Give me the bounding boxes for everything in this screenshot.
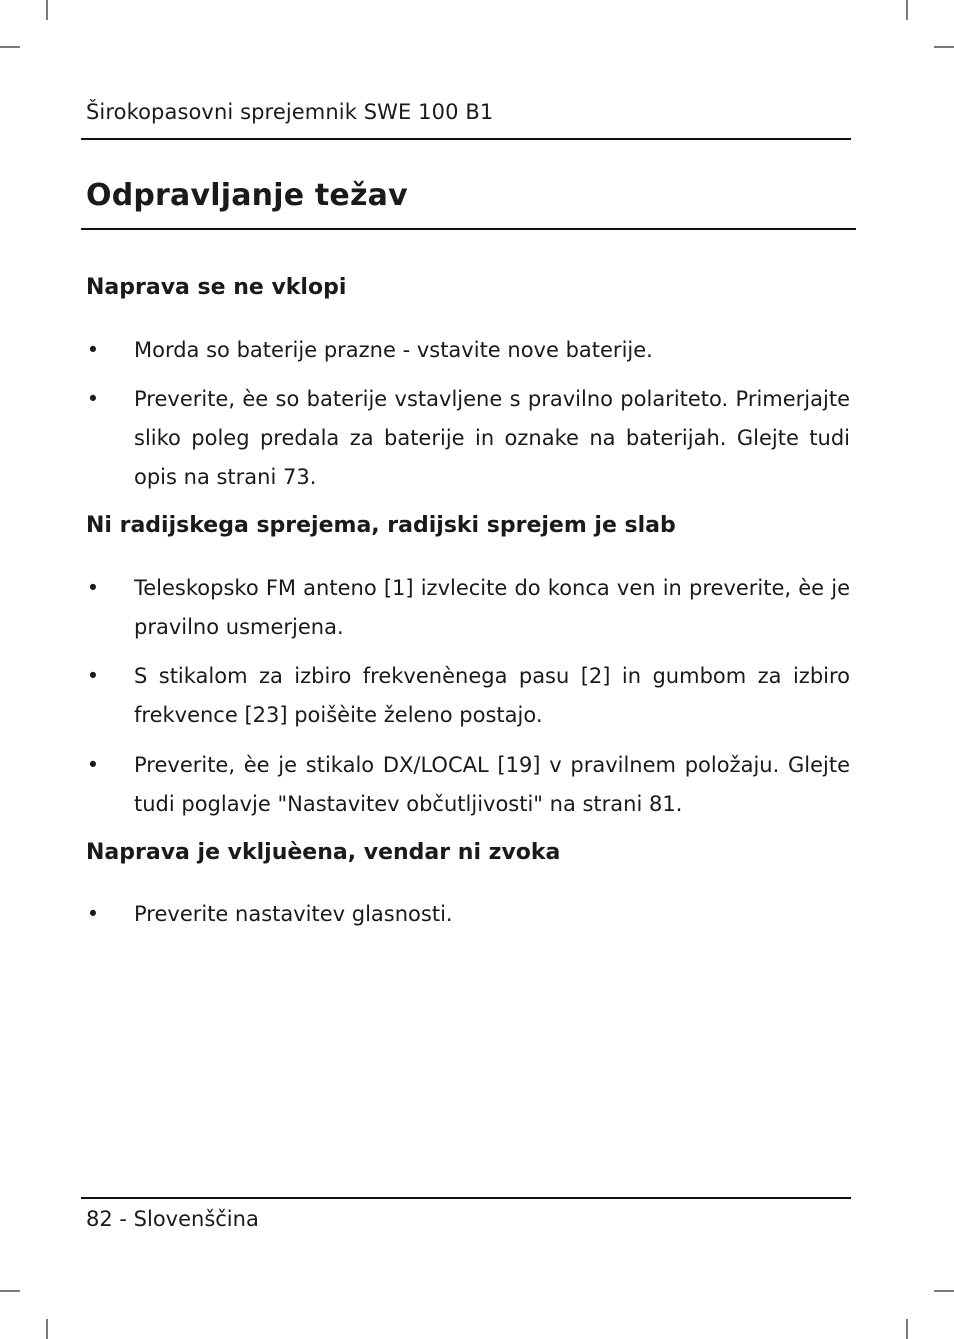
crop-mark <box>934 1290 954 1292</box>
crop-mark <box>906 0 908 20</box>
section-heading: Ni radijskega sprejema, radijski sprejem je slab <box>86 513 676 538</box>
section-heading: Naprava se ne vklopi <box>86 275 347 300</box>
footer-rule <box>81 1197 851 1199</box>
list-item <box>86 657 850 735</box>
running-header: Širokopasovni sprejemnik SWE 100 B1 <box>86 100 494 124</box>
list-item-text: Preverite nastavitev glasnosti. <box>134 902 453 926</box>
list-item <box>86 895 850 934</box>
list-item-text: S stikalom za izbiro frekvenènega pasu [2] in gumbom za izbiro frekvence [23] poišèite želeno postajo. <box>134 664 850 727</box>
crop-mark <box>46 1319 48 1339</box>
list-item <box>86 380 850 497</box>
list-item-text: Morda so baterije prazne - vstavite nove baterije. <box>134 338 653 362</box>
list-item-text: Teleskopsko FM anteno [1] izvlecite do konca ven in preverite, èe je pravilno usmerjena. <box>134 576 850 639</box>
page-footer: 82 - Slovenščina <box>86 1207 259 1231</box>
title-rule <box>81 228 856 230</box>
bullet-icon: • <box>86 902 100 926</box>
crop-mark <box>934 46 954 48</box>
crop-mark <box>0 46 20 48</box>
list-item <box>86 746 850 824</box>
crop-mark <box>46 0 48 20</box>
crop-mark <box>906 1319 908 1339</box>
section-heading: Naprava je vkljuèena, vendar ni zvoka <box>86 840 561 865</box>
bullet-icon: • <box>86 387 100 411</box>
list-item <box>86 569 850 647</box>
list-item <box>86 331 850 370</box>
list-item-text: Preverite, èe so baterije vstavljene s pravilno polariteto. Primerjajte sliko poleg predala za baterije in oznake na baterijah. Glejte tudi opis na strani 73. <box>134 387 850 489</box>
page-title: Odpravljanje težav <box>86 178 408 213</box>
bullet-icon: • <box>86 338 100 362</box>
header-rule <box>81 138 851 140</box>
bullet-icon: • <box>86 576 100 600</box>
list-item-text: Preverite, èe je stikalo DX/LOCAL [19] v pravilnem položaju. Glejte tudi poglavje "Nastavitev občutljivosti" na strani 81. <box>134 753 850 816</box>
bullet-icon: • <box>86 753 100 777</box>
crop-mark <box>0 1290 20 1292</box>
bullet-icon: • <box>86 664 100 688</box>
